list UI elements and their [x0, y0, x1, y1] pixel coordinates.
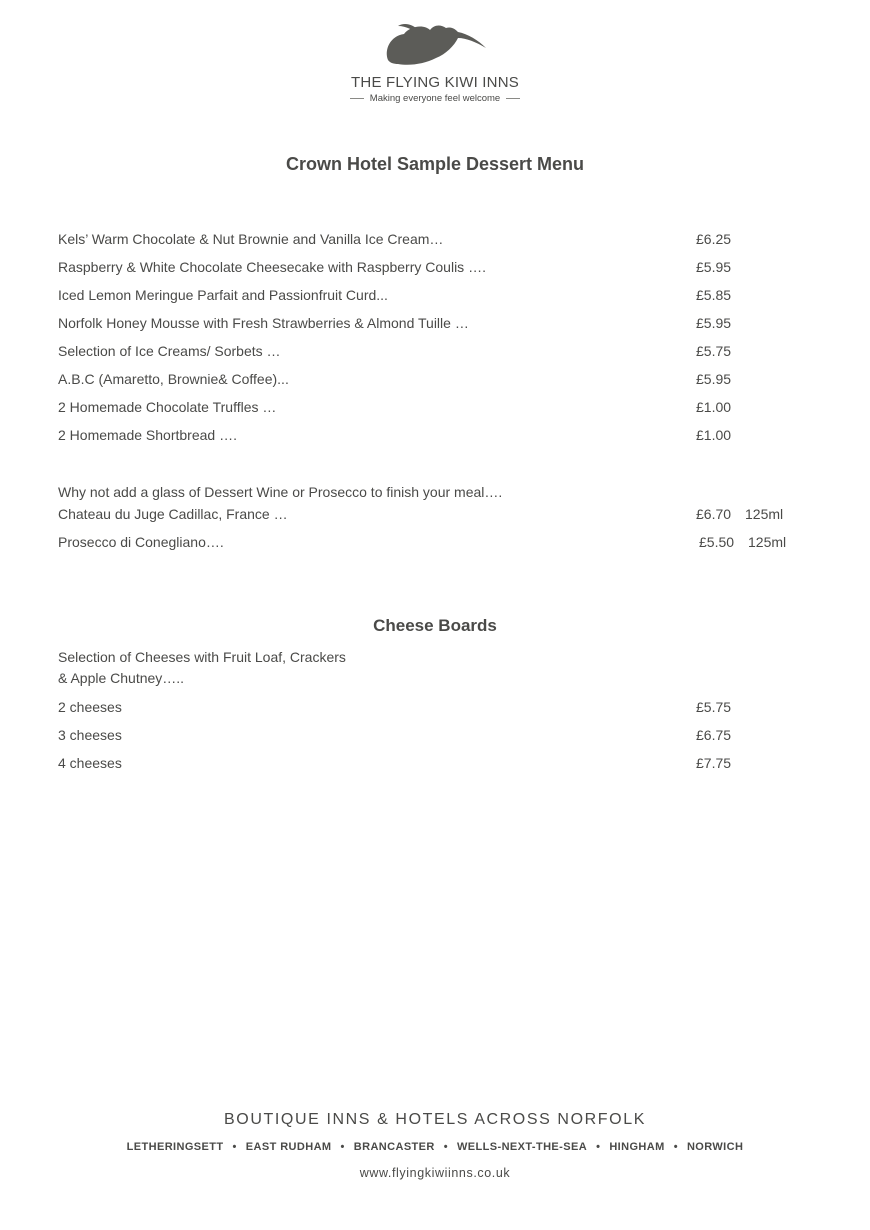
dessert-item-price: £5.95 — [696, 259, 732, 275]
wine-item-name: Chateau du Juge Cadillac, France … — [58, 506, 288, 522]
dessert-item-price: £1.00 — [696, 399, 732, 415]
location-hingham: HINGHAM — [609, 1141, 665, 1153]
kiwi-bird-icon — [380, 22, 490, 72]
cheese-option-price: £7.75 — [696, 755, 732, 771]
dessert-item-name: Iced Lemon Meringue Parfait and Passionfruit Curd... — [58, 287, 388, 303]
location-separator: • — [596, 1141, 601, 1153]
dessert-item-name: Kels’ Warm Chocolate & Nut Brownie and Vanilla Ice Cream… — [58, 231, 444, 247]
dessert-item-name: A.B.C (Amaretto, Brownie& Coffee)... — [58, 371, 289, 387]
location-separator: • — [232, 1141, 237, 1153]
dessert-item-name: Raspberry & White Chocolate Cheesecake with Raspberry Coulis …. — [58, 259, 486, 275]
brand-tagline — [0, 93, 870, 104]
cheese-heading: Cheese Boards — [373, 616, 497, 635]
cheese-option-price: £5.75 — [696, 699, 732, 715]
dessert-item-name: Selection of Ice Creams/ Sorbets … — [58, 343, 281, 359]
location-norwich: NORWICH — [686, 1141, 744, 1153]
dessert-item-price: £5.95 — [696, 315, 732, 331]
wine-item-volume: 125ml — [748, 534, 787, 550]
location-separator: • — [340, 1141, 345, 1153]
cheese-description-line1: Selection of Cheeses with Fruit Loaf, Crackers — [58, 649, 346, 665]
dessert-item-price: £6.25 — [696, 231, 732, 247]
cheese-description-line2: & Apple Chutney….. — [58, 670, 185, 686]
footer-locations — [0, 1141, 870, 1153]
dessert-item-name: 2 Homemade Shortbread …. — [58, 427, 237, 443]
location-separator: • — [673, 1141, 678, 1153]
cheese-option-name: 3 cheeses — [58, 727, 122, 743]
cheese-option-price: £6.75 — [696, 727, 732, 743]
dessert-item-price: £5.85 — [696, 287, 732, 303]
cheese-option-name: 4 cheeses — [58, 755, 122, 771]
wine-intro: Why not add a glass of Dessert Wine or Prosecco to finish your meal…. — [58, 484, 503, 500]
tagline-text: Making everyone feel welcome — [369, 93, 501, 104]
location-wells-next-the-sea: WELLS-NEXT-THE-SEA — [457, 1141, 588, 1153]
location-east-rudham: EAST RUDHAM — [245, 1141, 332, 1153]
wine-item-price: £6.70 — [696, 506, 732, 522]
tagline-rule-left — [350, 98, 364, 99]
location-brancaster: BRANCASTER — [353, 1141, 435, 1153]
tagline-rule-right — [506, 98, 520, 99]
footer-website: www.flyingkiwiinns.co.uk — [359, 1166, 511, 1180]
location-separator: • — [443, 1141, 449, 1153]
dessert-item-price: £5.75 — [696, 343, 732, 359]
wine-item-name: Prosecco di Conegliano…. — [58, 534, 224, 550]
wine-item-volume: 125ml — [745, 506, 784, 522]
location-letheringsett: LETHERINGSETT — [126, 1141, 224, 1153]
wine-item-price: £5.50 — [699, 534, 735, 550]
brand-logo — [0, 22, 870, 104]
dessert-item-name: Norfolk Honey Mousse with Fresh Strawberries & Almond Tuille … — [58, 315, 469, 331]
brand-name: THE FLYING KIWI INNS — [351, 74, 519, 91]
dessert-item-price: £1.00 — [696, 427, 732, 443]
dessert-item-name: 2 Homemade Chocolate Truffles … — [58, 399, 277, 415]
menu-title: Crown Hotel Sample Dessert Menu — [285, 154, 585, 174]
footer-heading: BOUTIQUE INNS & HOTELS ACROSS NORFOLK — [224, 1111, 646, 1128]
cheese-option-name: 2 cheeses — [58, 699, 122, 715]
dessert-item-price: £5.95 — [696, 371, 732, 387]
